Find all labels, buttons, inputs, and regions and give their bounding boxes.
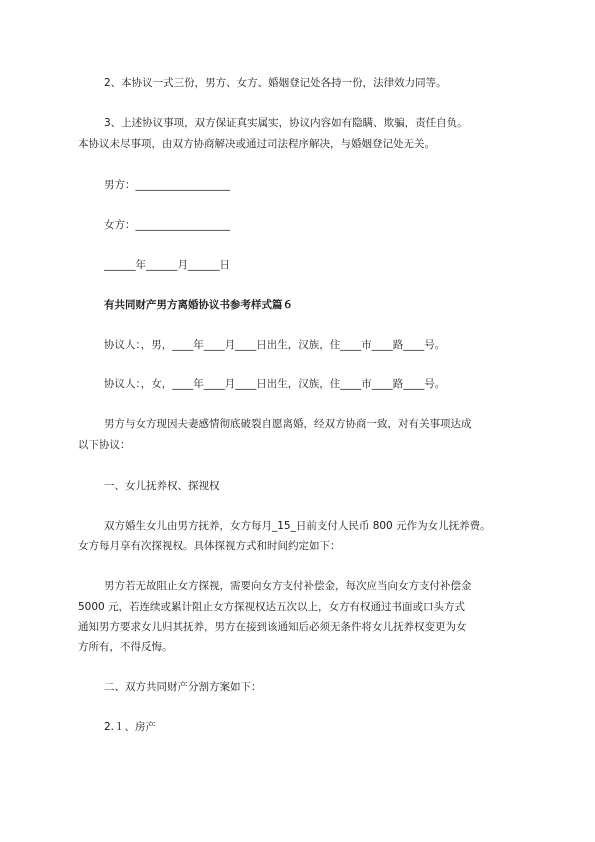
intro-line-2: 以下协议： bbox=[78, 439, 131, 451]
signature-female: 女方：__________________ bbox=[104, 219, 230, 231]
visit-line-4: 方所有，不得反悔。 bbox=[78, 641, 173, 653]
custody-line-2: 女方每月享有次探视权。具体探视方式和时间约定如下： bbox=[78, 540, 341, 552]
visit-line-1: 男方若无故阻止女方探视，需要向女方支付补偿金，每次应当向女方支付补偿金 bbox=[104, 580, 472, 592]
section-title: 有共同财产男方离婚协议书参考样式篇６ bbox=[104, 299, 293, 311]
party-2: 协议人：，女，____年____月____日出生，汉族，住____市____路____号。 bbox=[104, 378, 446, 390]
section-1-heading: 一、女儿抚养权、探视权 bbox=[104, 480, 220, 492]
sub-item-house: 2.１、房产 bbox=[104, 721, 157, 733]
signature-male: 男方：__________________ bbox=[104, 179, 230, 191]
clause-3-line-2: 本协议未尽事项，由双方协商解决或通过司法程序解决，与婚姻登记处无关。 bbox=[78, 138, 435, 150]
section-2-heading: 二、双方共同财产分割方案如下： bbox=[104, 681, 262, 693]
visit-line-2: 5000 元，若连续或累计阻止女方探视权达五次以上，女方有权通过书面或口头方式 bbox=[78, 601, 466, 613]
clause-2: 2、本协议一式三份，男方、女方、婚姻登记处各持一份，法律效力同等。 bbox=[104, 77, 447, 89]
custody-line-1: 双方婚生女儿由男方抚养，女方每月_15_日前支付人民币 800 元作为女儿抚养费。 bbox=[104, 520, 491, 532]
visit-line-3: 通知男方要求女儿归其抚养，男方在接到该通知后必须无条件将女儿抚养权变更为女 bbox=[78, 621, 467, 633]
date-line: ______年______月______日 bbox=[104, 259, 230, 271]
party-1: 协议人：，男，____年____月____日出生，汉族，住____市____路____号。 bbox=[104, 339, 446, 351]
intro-line-1: 男方与女方现因夫妻感情彻底破裂自愿离婚，经双方协商一致，对有关事项达成 bbox=[104, 418, 472, 430]
clause-3-line-1: 3、上述协议事项，双方保证真实属实，协议内容如有隐瞒、欺骗，责任自负。 bbox=[104, 117, 468, 129]
